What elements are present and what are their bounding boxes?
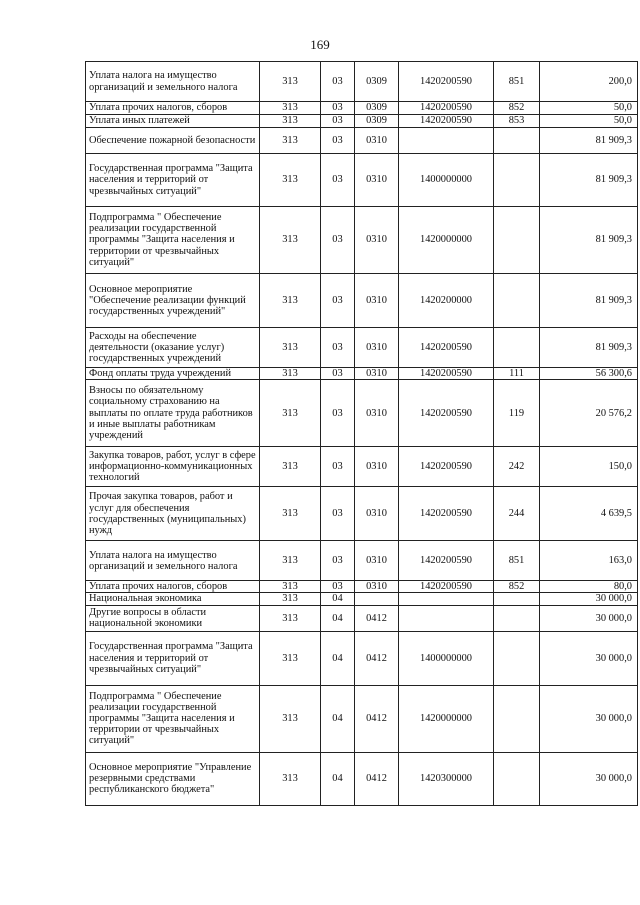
row-name-cell: Фонд оплаты труда учреждений — [86, 368, 260, 380]
table-row — [86, 380, 638, 447]
table-row — [86, 541, 638, 581]
expense-type-cell — [494, 328, 540, 368]
subsection-code-cell: 0310 — [355, 128, 399, 154]
subsection-code-cell — [355, 593, 399, 605]
expense-type-cell: 242 — [494, 447, 540, 487]
amount-cell: 20 576,2 — [540, 380, 638, 447]
ministry-code-cell: 313 — [260, 685, 321, 752]
section-code-cell: 03 — [321, 328, 355, 368]
target-article-cell: 1420200590 — [399, 447, 494, 487]
subsection-code-cell: 0310 — [355, 368, 399, 380]
expense-type-cell: 852 — [494, 581, 540, 593]
section-code-cell: 03 — [321, 380, 355, 447]
subsection-code-cell: 0310 — [355, 581, 399, 593]
target-article-cell: 1420200590 — [399, 581, 494, 593]
table-row — [86, 593, 638, 605]
target-article-cell: 1420200590 — [399, 487, 494, 541]
subsection-code-cell: 0310 — [355, 380, 399, 447]
ministry-code-cell: 313 — [260, 62, 321, 102]
table-row — [86, 102, 638, 115]
expense-type-cell: 244 — [494, 487, 540, 541]
section-code-cell: 03 — [321, 62, 355, 102]
table-row — [86, 207, 638, 274]
expense-type-cell: 111 — [494, 368, 540, 380]
target-article-cell: 1420200590 — [399, 328, 494, 368]
section-code-cell: 04 — [321, 631, 355, 685]
target-article-cell: 1420300000 — [399, 752, 494, 805]
ministry-code-cell: 313 — [260, 102, 321, 115]
target-article-cell: 1420200590 — [399, 380, 494, 447]
subsection-code-cell: 0309 — [355, 62, 399, 102]
row-name-cell: Расходы на обеспечение деятельности (оказание услуг) государственных учреждений — [86, 328, 260, 368]
table-row — [86, 487, 638, 541]
subsection-code-cell: 0412 — [355, 685, 399, 752]
row-name-cell: Основное мероприятие "Обеспечение реализации функций государственных учреждений" — [86, 274, 260, 328]
amount-cell: 30 000,0 — [540, 593, 638, 605]
expense-type-cell: 853 — [494, 115, 540, 128]
table-row — [86, 274, 638, 328]
subsection-code-cell: 0310 — [355, 328, 399, 368]
table-row — [86, 752, 638, 805]
ministry-code-cell: 313 — [260, 128, 321, 154]
row-name-cell: Основное мероприятие "Управление резервными средствами республиканского бюджета" — [86, 752, 260, 805]
ministry-code-cell: 313 — [260, 631, 321, 685]
amount-cell: 4 639,5 — [540, 487, 638, 541]
target-article-cell: 1420200590 — [399, 541, 494, 581]
expense-type-cell — [494, 605, 540, 631]
ministry-code-cell: 313 — [260, 581, 321, 593]
budget-table — [85, 61, 638, 806]
ministry-code-cell: 313 — [260, 447, 321, 487]
section-code-cell: 03 — [321, 368, 355, 380]
expense-type-cell: 852 — [494, 102, 540, 115]
amount-cell: 56 300,6 — [540, 368, 638, 380]
table-row — [86, 605, 638, 631]
section-code-cell: 04 — [321, 605, 355, 631]
section-code-cell: 03 — [321, 115, 355, 128]
target-article-cell: 1420200590 — [399, 368, 494, 380]
section-code-cell: 03 — [321, 447, 355, 487]
ministry-code-cell: 313 — [260, 593, 321, 605]
section-code-cell: 03 — [321, 274, 355, 328]
subsection-code-cell: 0309 — [355, 115, 399, 128]
row-name-cell: Уплата прочих налогов, сборов — [86, 581, 260, 593]
subsection-code-cell: 0412 — [355, 752, 399, 805]
expense-type-cell — [494, 593, 540, 605]
expense-type-cell: 119 — [494, 380, 540, 447]
table-row — [86, 128, 638, 154]
expense-type-cell: 851 — [494, 62, 540, 102]
ministry-code-cell: 313 — [260, 328, 321, 368]
expense-type-cell — [494, 207, 540, 274]
expense-type-cell — [494, 752, 540, 805]
amount-cell: 30 000,0 — [540, 605, 638, 631]
section-code-cell: 03 — [321, 207, 355, 274]
row-name-cell: Уплата иных платежей — [86, 115, 260, 128]
row-name-cell: Уплата прочих налогов, сборов — [86, 102, 260, 115]
amount-cell: 50,0 — [540, 115, 638, 128]
amount-cell: 81 909,3 — [540, 128, 638, 154]
row-name-cell: Уплата налога на имущество организаций и земельного налога — [86, 62, 260, 102]
target-article-cell: 1420000000 — [399, 685, 494, 752]
subsection-code-cell: 0412 — [355, 631, 399, 685]
expense-type-cell — [494, 685, 540, 752]
amount-cell: 81 909,3 — [540, 207, 638, 274]
ministry-code-cell: 313 — [260, 752, 321, 805]
section-code-cell: 03 — [321, 581, 355, 593]
subsection-code-cell: 0310 — [355, 154, 399, 207]
ministry-code-cell: 313 — [260, 368, 321, 380]
subsection-code-cell: 0310 — [355, 541, 399, 581]
table-row — [86, 368, 638, 380]
subsection-code-cell: 0310 — [355, 447, 399, 487]
target-article-cell — [399, 605, 494, 631]
table-row — [86, 115, 638, 128]
expense-type-cell — [494, 128, 540, 154]
ministry-code-cell: 313 — [260, 605, 321, 631]
amount-cell: 200,0 — [540, 62, 638, 102]
table-row — [86, 685, 638, 752]
amount-cell: 150,0 — [540, 447, 638, 487]
expense-type-cell: 851 — [494, 541, 540, 581]
target-article-cell: 1420200590 — [399, 115, 494, 128]
amount-cell: 81 909,3 — [540, 274, 638, 328]
expense-type-cell — [494, 631, 540, 685]
section-code-cell: 03 — [321, 102, 355, 115]
section-code-cell: 03 — [321, 154, 355, 207]
section-code-cell: 03 — [321, 487, 355, 541]
table-body — [86, 62, 638, 806]
subsection-code-cell: 0310 — [355, 207, 399, 274]
table-row — [86, 581, 638, 593]
ministry-code-cell: 313 — [260, 115, 321, 128]
section-code-cell: 04 — [321, 593, 355, 605]
amount-cell: 50,0 — [540, 102, 638, 115]
amount-cell: 30 000,0 — [540, 752, 638, 805]
table-row — [86, 154, 638, 207]
amount-cell: 30 000,0 — [540, 685, 638, 752]
section-code-cell: 04 — [321, 752, 355, 805]
ministry-code-cell: 313 — [260, 487, 321, 541]
section-code-cell: 03 — [321, 541, 355, 581]
row-name-cell: Уплата налога на имущество организаций и земельного налога — [86, 541, 260, 581]
table-row — [86, 62, 638, 102]
target-article-cell: 1420200590 — [399, 62, 494, 102]
subsection-code-cell: 0310 — [355, 274, 399, 328]
expense-type-cell — [494, 154, 540, 207]
table-row — [86, 328, 638, 368]
row-name-cell: Государственная программа "Защита населения и территорий от чрезвычайных ситуаций" — [86, 631, 260, 685]
section-code-cell: 03 — [321, 128, 355, 154]
row-name-cell: Обеспечение пожарной безопасности — [86, 128, 260, 154]
ministry-code-cell: 313 — [260, 207, 321, 274]
row-name-cell: Национальная экономика — [86, 593, 260, 605]
subsection-code-cell: 0310 — [355, 487, 399, 541]
row-name-cell: Государственная программа "Защита населения и территорий от чрезвычайных ситуаций" — [86, 154, 260, 207]
amount-cell: 81 909,3 — [540, 328, 638, 368]
ministry-code-cell: 313 — [260, 541, 321, 581]
row-name-cell: Подпрограмма " Обеспечение реализации государственной программы "Защита населения и территории от чрезвычайных ситуаций" — [86, 207, 260, 274]
ministry-code-cell: 313 — [260, 380, 321, 447]
page-number: 169 — [310, 37, 330, 52]
ministry-code-cell: 313 — [260, 154, 321, 207]
section-code-cell: 04 — [321, 685, 355, 752]
amount-cell: 163,0 — [540, 541, 638, 581]
row-name-cell: Взносы по обязательному социальному страхованию на выплаты по оплате труда работников и иные выплаты работникам учреждений — [86, 380, 260, 447]
target-article-cell — [399, 593, 494, 605]
ministry-code-cell: 313 — [260, 274, 321, 328]
target-article-cell: 1420200000 — [399, 274, 494, 328]
target-article-cell — [399, 128, 494, 154]
table-row — [86, 631, 638, 685]
table-row — [86, 447, 638, 487]
row-name-cell: Закупка товаров, работ, услуг в сфере информационно-коммуникационных технологий — [86, 447, 260, 487]
row-name-cell: Подпрограмма " Обеспечение реализации государственной программы "Защита населения и территории от чрезвычайных ситуаций" — [86, 685, 260, 752]
row-name-cell: Прочая закупка товаров, работ и услуг для обеспечения государственных (муниципальных) нужд — [86, 487, 260, 541]
subsection-code-cell: 0412 — [355, 605, 399, 631]
amount-cell: 81 909,3 — [540, 154, 638, 207]
amount-cell: 80,0 — [540, 581, 638, 593]
target-article-cell: 1420200590 — [399, 102, 494, 115]
subsection-code-cell: 0309 — [355, 102, 399, 115]
target-article-cell: 1400000000 — [399, 631, 494, 685]
expense-type-cell — [494, 274, 540, 328]
row-name-cell: Другие вопросы в области национальной экономики — [86, 605, 260, 631]
target-article-cell: 1420000000 — [399, 207, 494, 274]
target-article-cell: 1400000000 — [399, 154, 494, 207]
amount-cell: 30 000,0 — [540, 631, 638, 685]
